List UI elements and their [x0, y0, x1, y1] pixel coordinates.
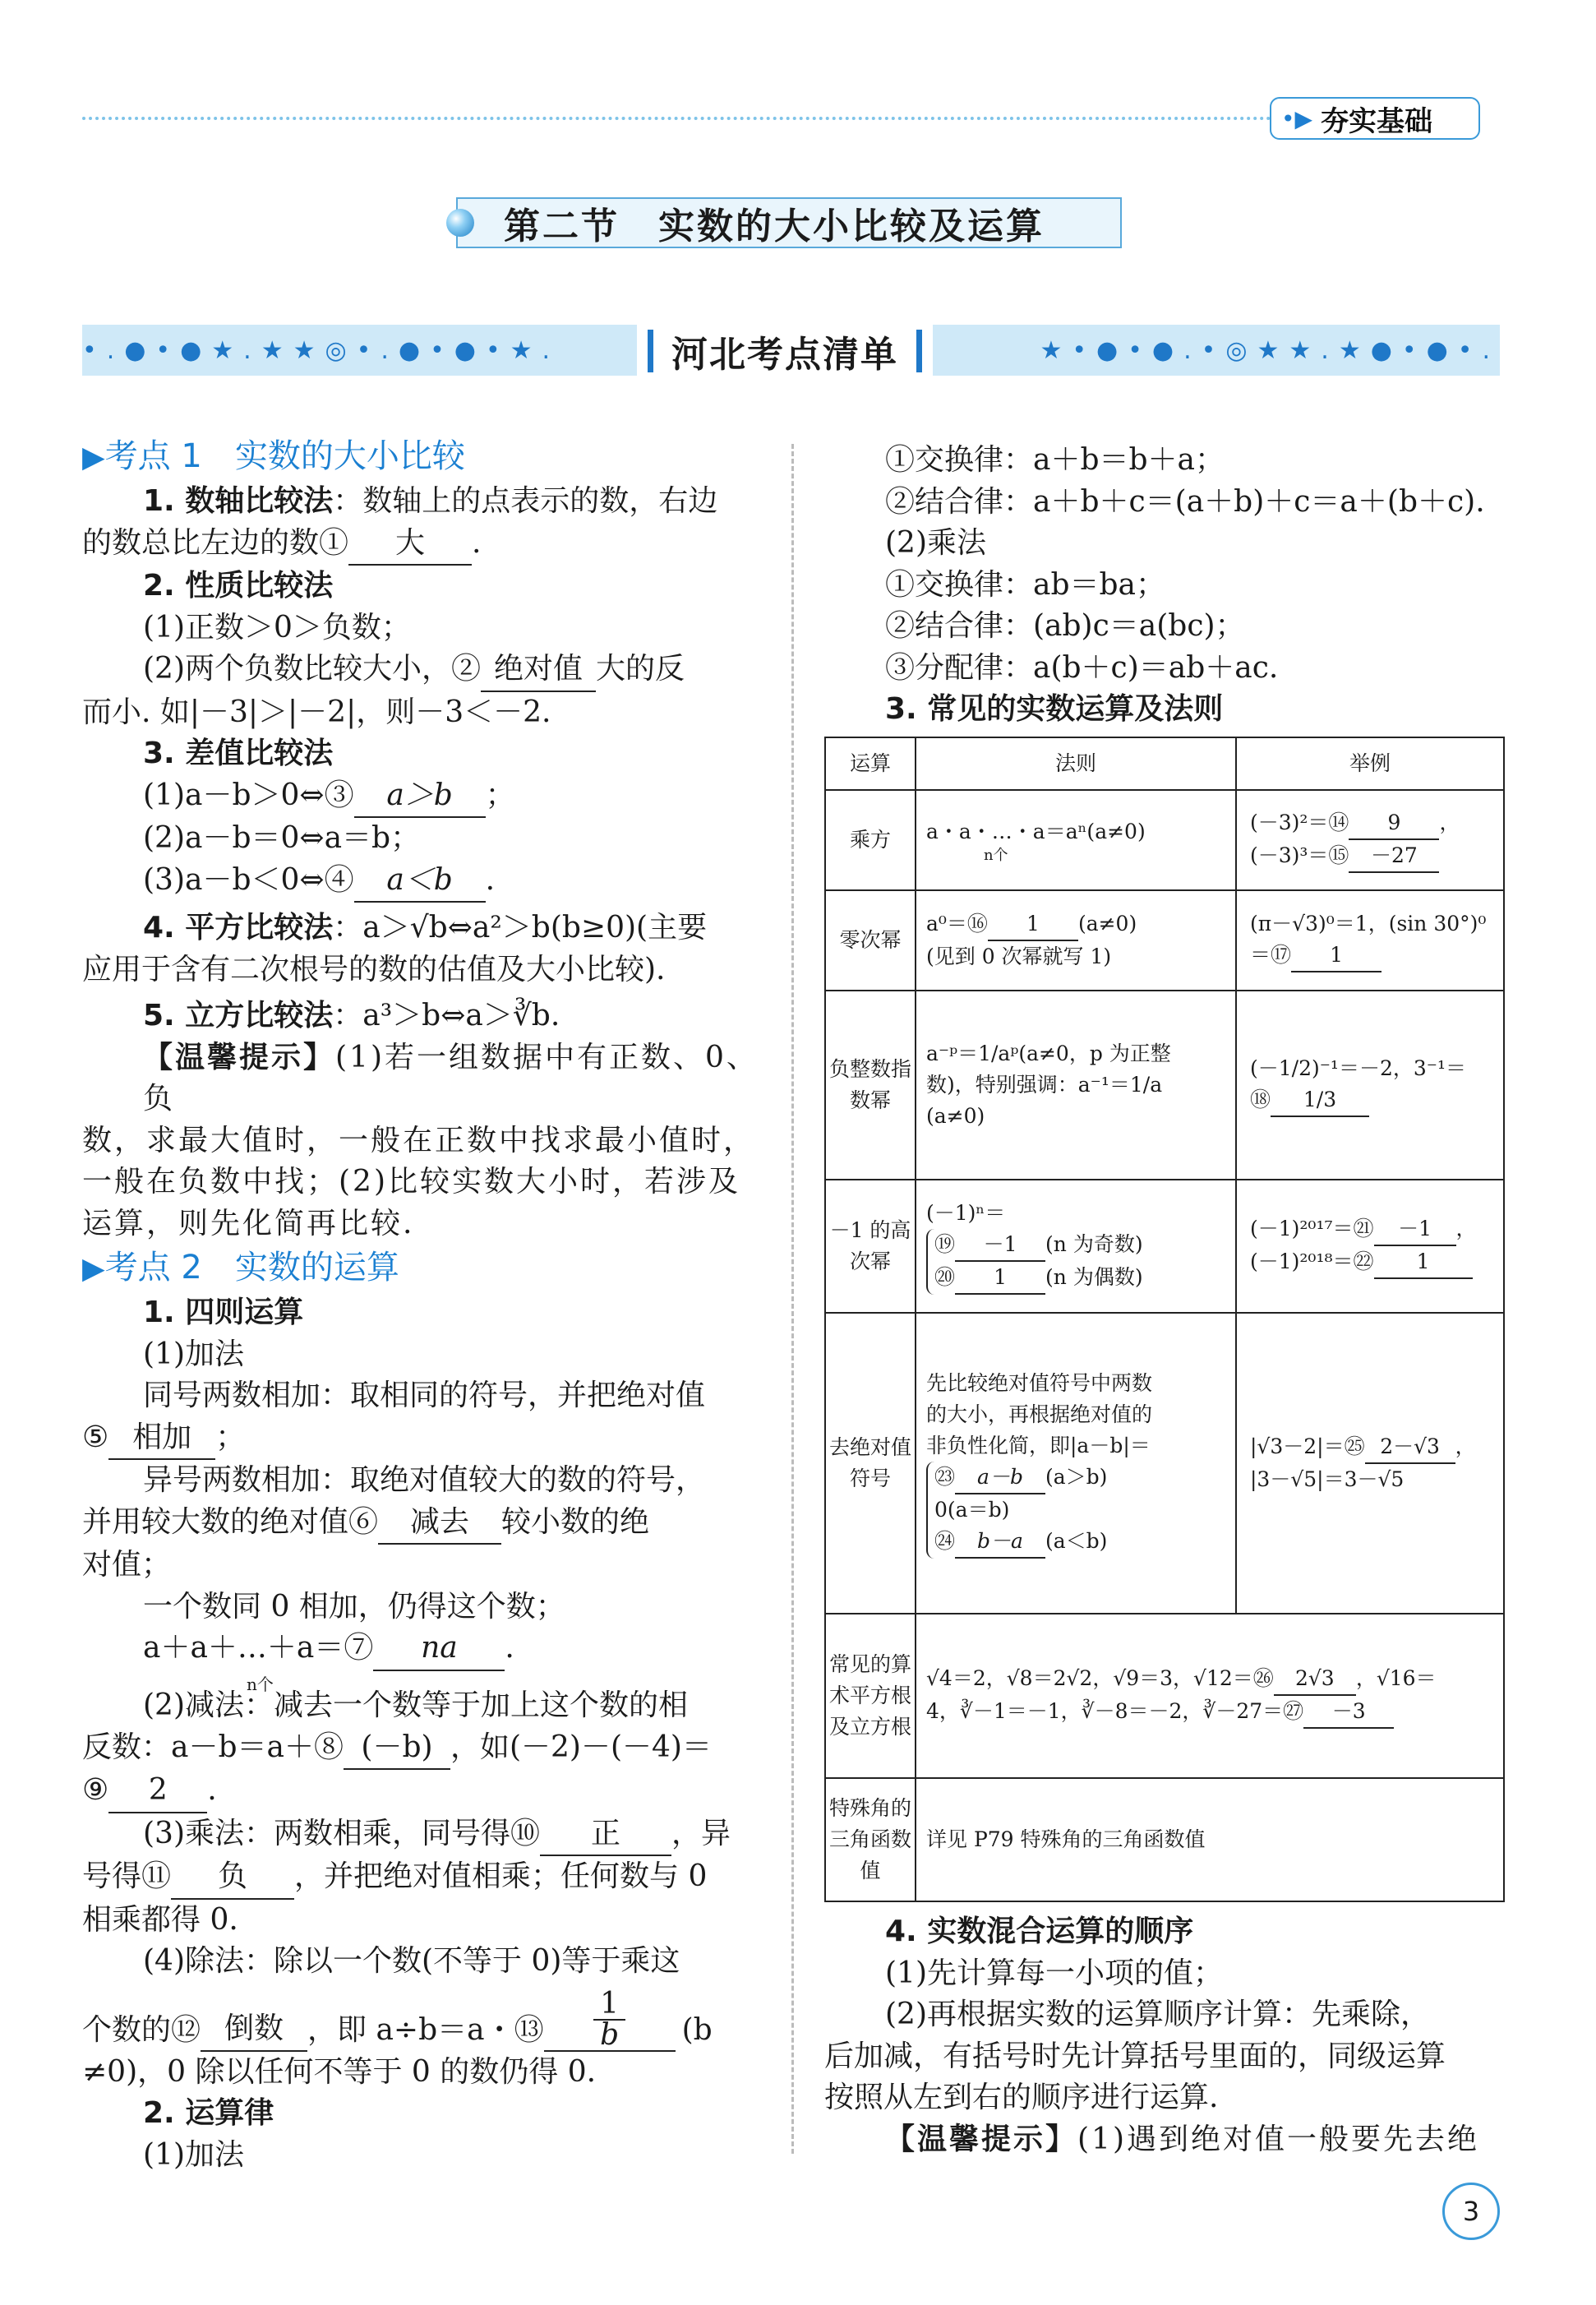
k1-title: ▶考点 1 实数的大小比较 [82, 437, 465, 475]
table-cell-name: 特殊角的三角函数值 [825, 1778, 916, 1901]
page-number: 3 [1442, 2183, 1500, 2240]
answer-10: 正 [540, 1813, 671, 1857]
table-cell-name: 常见的算术平方根及立方根 [825, 1614, 916, 1778]
tip-label: 【温馨提示】 [143, 1040, 336, 1074]
answer-15: －27 [1349, 840, 1439, 873]
band-bar-right [916, 330, 922, 372]
k2-add-4: a＋a＋…＋a＝⑦ [143, 1631, 374, 1665]
k2-add-1b: ⑤ [82, 1420, 109, 1454]
k1-l3-3: (3)a－b＜0⇔④ [143, 862, 354, 897]
table-header-row [825, 737, 1504, 790]
answer-11: 负 [171, 1856, 294, 1900]
rule-text: (a≠0) [926, 1104, 985, 1128]
band-left-deco: •.●•●★.★★◎•.●•●•★. [82, 325, 637, 376]
table-row [825, 1778, 1504, 1901]
k2-div-1: (4)除法：除以一个数(不等于 0)等于乘这 [143, 1944, 680, 1978]
table-cell-example [1236, 890, 1504, 991]
k2-add-1: 同号两数相加：取相同的符号，并把绝对值 [143, 1379, 706, 1412]
answer-24: b－a [955, 1526, 1045, 1559]
rule-n: n个 [984, 847, 1008, 864]
rule-text: (a＞b) [1045, 1465, 1108, 1489]
answer-20: 1 [955, 1262, 1045, 1295]
chevron-right-icon: •▶ [1281, 104, 1313, 132]
answer-13-den: b [600, 2017, 620, 2052]
k2-2: 2. 运算律 [143, 2096, 274, 2130]
ex-text: ，√16＝ [1355, 1666, 1437, 1690]
k2-mul-1b: ，异 [671, 1816, 731, 1850]
rule-text: ⑳ [934, 1265, 956, 1289]
section-title-box [456, 197, 1122, 248]
left-column: ▶考点 1 实数的大小比较 1. 数轴比较法：数轴上的点表示的数，右边 的数总比左边的数① 大 . 2. 性质比较法 (1)正数＞0＞负数； (2)两个负数比较大小，② 绝对值 大的反 而小. 如|－3|＞|－2|，则－3＜－2. 3. 差值比较法 (1)a－b＞0⇔③ a＞b ； (2)a－b＝0⇔a＝b； (3)a－b＜0⇔④ a＜b . 4. 平方比较法：a＞√b⇔a²＞b(b≥0)(主要 应用于含有二次根号的数的估值及大小比较). 5. 立方比较法：a³＞b⇔a＞∛b. 【温馨提示】(1)若一组数据中有正数、0、负 数，求最大值时，一般在正数中找求最小值时， 一般在负数中找；(2)比较实数大小时，若涉及 运算，则先化简再比较. ▶考点 2 实数的运算 1. 四则运算 (1)加法 同号两数相加：取相同的符号，并把绝对值 ⑤ 相加 ； 异号两数相加：取绝对值较大的数的符号， 并用较大数的绝对值⑥ 减去 较小数的绝 对值； 一个数同 0 相加，仍得这个数； a＋a＋…＋a＝⑦ na . n个 (2)减法：减去一个数等于加上这个数的相 反数：a－b＝a＋⑧ (－b) ，如(－2)－(－4)＝ ⑨ 2 . (3)乘法：两数相乘，同号得⑩ 正 ，异 号得⑪ 负 ，并把绝对值相乘；任何数与 0 相乘都得 0. (4)除法：除以一个数(不等于 0)等于乘这 个数的⑫ 倒数 ，即 a÷b＝a・⑬ $\frac{1}{b}$ (b ≠0)，0 除以任何不等于 0 的数仍得 0. 2. 运算律 (1)加法 [82, 433, 760, 2176]
ex-text: ⑱ [1250, 1088, 1271, 1111]
ex-text: (－1)²⁰¹⁷＝㉑ [1250, 1217, 1374, 1240]
table-cell-name: 零次幂 [825, 890, 916, 991]
rule-text: (见到 0 次幂就写 1) [926, 945, 1112, 968]
answer-12: 倒数 [201, 2008, 307, 2052]
answer-13 [544, 1986, 676, 2052]
band-title: 河北考点清单 [671, 334, 898, 376]
table-cell-example: (－3)²＝⑭ 9 ， (－3)³＝⑮ －27 [1236, 790, 1504, 890]
answer-9: 2 [108, 1770, 207, 1813]
r11: 后加减，有括号时先计算括号里面的，同级运算 [824, 2039, 1446, 2073]
table-cell-merged [916, 1614, 1504, 1778]
table-cell-rule [916, 1180, 1236, 1313]
table-cell-name: －1 的高次幂 [825, 1180, 916, 1313]
r7: 3. 常见的实数运算及法则 [885, 692, 1224, 726]
ex-text: (－3)³＝⑮ [1250, 843, 1349, 867]
k2-1: 1. 四则运算 [143, 1296, 304, 1329]
answer-2: 绝对值 [481, 649, 596, 692]
k1-l1-text2: 的数总比左边的数① [82, 525, 349, 560]
k2-add-4-n: n个 [247, 1674, 274, 1694]
answer-27: －3 [1303, 1696, 1394, 1729]
r10: (2)再根据实数的运算顺序计算：先乘除， [885, 1998, 1430, 2031]
k2-add: (1)加法 [143, 1337, 244, 1371]
k2-add-2c: 较小数的绝 [501, 1504, 650, 1539]
answer-17: 1 [1291, 940, 1382, 972]
band-bar-left [648, 330, 653, 372]
table-cell-name: 乘方 [825, 790, 916, 890]
ex-text: 4，∛－1＝－1，∛－8＝－2，∛－27＝㉗ [926, 1699, 1304, 1723]
k2-mul-3: 相乘都得 0. [82, 1902, 238, 1937]
table-cell-example: (－1)²⁰¹⁷＝㉑ －1 ， (－1)²⁰¹⁸＝㉒ 1 [1236, 1180, 1504, 1313]
k2-div-3: ≠0)，0 除以任何不等于 0 的数仍得 0. [82, 2054, 597, 2089]
k2-mul-2b: ，并把绝对值相乘；任何数与 0 [294, 1859, 708, 1893]
rule-text: (a≠0) [1077, 912, 1137, 935]
k2-add-2b: 并用较大数的绝对值⑥ [82, 1504, 379, 1539]
table-cell-name: 去绝对值符号 [825, 1313, 916, 1614]
k1-l2-head: 2. 性质比较法 [143, 569, 334, 603]
rule-text: 先比较绝对值符号中两数 [926, 1371, 1153, 1395]
table-row [825, 1313, 1504, 1614]
answer-26: 2√3 [1274, 1663, 1356, 1696]
k2-mul-1: (3)乘法：两数相乘，同号得⑩ [143, 1816, 540, 1850]
k2-sub-2b: ，如(－2)－(－4)＝ [450, 1730, 712, 1764]
rule-text: ⑲ [934, 1232, 956, 1256]
k1-l2-3: 而小. 如|－3|＞|－2|，则－3＜－2. [82, 695, 551, 729]
table-row [825, 890, 1504, 991]
table-header-cell: 举例 [1236, 737, 1504, 790]
r5: ②结合律：(ab)c＝a(bc)； [885, 609, 1245, 643]
tip-4: 运算，则先化简再比较. [82, 1206, 415, 1240]
rule-text: (n 为偶数) [1045, 1265, 1143, 1289]
rule-text: 非负性化简，即|a－b|＝ [926, 1434, 1151, 1457]
answer-1: 大 [348, 523, 472, 566]
r9: (1)先计算每一小项的值； [885, 1956, 1223, 1990]
triangle-right-icon: ▶ [82, 1252, 105, 1286]
right-column-bottom [824, 1911, 1506, 2160]
band-right-deco: ★•●•●.•◎★★.★●•●•. [933, 325, 1500, 376]
table-row [825, 1614, 1504, 1778]
k2-sub-1: (2)减法：减去一个数等于加上这个数的相 [143, 1688, 688, 1722]
ex-text: ＝⑰ [1250, 943, 1292, 967]
tip-1: (1)若一组数据中有正数、0、负 [143, 1040, 759, 1116]
tip-3: 一般在负数中找；(2)比较实数大小时，若涉及 [82, 1165, 740, 1199]
ex-text: (π－√3)⁰＝1，(sin 30°)⁰ [1250, 912, 1487, 935]
r2: ②结合律：a＋b＋c＝(a＋b)＋c＝a＋(b＋c). [885, 484, 1485, 519]
table-row [825, 991, 1504, 1180]
answer-6: 减去 [378, 1502, 501, 1545]
rule-text: 的大小，再根据绝对值的 [926, 1402, 1153, 1426]
k2-mul-2: 号得⑪ [82, 1859, 172, 1893]
answer-23: a－b [955, 1462, 1045, 1494]
ex-text: |√3－2|＝㉕ [1250, 1434, 1365, 1458]
rule-text: a⁰＝⑯ [926, 912, 988, 935]
answer-16: 1 [988, 908, 1078, 941]
r12: 按照从左到右的顺序进行运算. [824, 2081, 1219, 2114]
ex-text: (－1)²⁰¹⁸＝㉒ [1250, 1250, 1374, 1273]
table-row [825, 790, 1504, 890]
answer-22: 1 [1374, 1246, 1473, 1279]
answer-19: －1 [955, 1229, 1045, 1262]
k2-sub-3: ⑨ [82, 1773, 109, 1807]
k2-add-3: 一个数同 0 相加，仍得这个数； [143, 1589, 565, 1624]
operations-table [824, 737, 1505, 1902]
rule-text: 数)，特别强调：a⁻¹＝1/a [926, 1073, 1163, 1097]
k1-l4-text2: 应用于含有二次根号的数的估值及大小比较). [82, 952, 666, 986]
column-divider [791, 444, 794, 2154]
answer-25: 2－√3 [1365, 1431, 1455, 1464]
triangle-right-icon: ▶ [82, 441, 105, 474]
k2-add-2: 异号两数相加：取绝对值较大的数的符号， [143, 1463, 706, 1497]
k2-sub-2: 反数：a－b＝a＋⑧ [82, 1730, 344, 1764]
k1-l5-text: ：a³＞b⇔a＞∛b. [333, 999, 560, 1032]
header-tab-label: 夯实基础 [1321, 104, 1433, 138]
table-cell-rule [916, 790, 1236, 890]
r1: ①交换律：a＋b＝b＋a； [885, 443, 1225, 477]
answer-18: 1/3 [1271, 1084, 1369, 1117]
r13: (1)遇到绝对值一般要先去绝 [1077, 2122, 1480, 2156]
table-row [825, 1180, 1504, 1313]
table-cell-rule [916, 991, 1236, 1180]
answer-7: na [373, 1628, 505, 1671]
k1-l2-2: (2)两个负数比较大小，② [143, 652, 481, 686]
ex-text: (－1/2)⁻¹＝－2，3⁻¹＝ [1250, 1056, 1466, 1080]
rule-text: ㉔ [934, 1529, 956, 1553]
rule-text: (n 为奇数) [1045, 1232, 1143, 1256]
k1-l3-head: 3. 差值比较法 [143, 737, 334, 770]
k1-l4-head: 4. 平方比较法 [143, 911, 334, 945]
k1-l3-2: (2)a－b＝0⇔a＝b； [143, 821, 421, 855]
r4: ①交换律：ab＝ba； [885, 567, 1166, 602]
table-cell-rule [916, 1313, 1236, 1614]
answer-4: a＜b [354, 860, 486, 903]
ex-text: √4＝2，√8＝2√2，√9＝3，√12＝㉖ [926, 1666, 1274, 1690]
answer-14: 9 [1349, 807, 1439, 840]
k1-l1-text: ：数轴上的点表示的数，右边 [333, 484, 718, 518]
bullet-ball-icon [446, 209, 474, 237]
answer-5: 相加 [108, 1417, 215, 1461]
rule-text: (－1)ⁿ＝ [926, 1201, 1006, 1225]
k1-l3-1: (1)a－b＞0⇔③ [143, 778, 354, 812]
k1-l1-head: 1. 数轴比较法 [143, 484, 334, 518]
rule-text: a⁻ᵖ＝1/aᵖ(a≠0，p 为正整 [926, 1042, 1171, 1065]
k1-l4-text: ：a＞√b⇔a²＞b(b≥0)(主要 [333, 911, 708, 945]
answer-8: (－b) [344, 1727, 450, 1771]
table-cell-rule [916, 890, 1236, 991]
header-tab [1270, 97, 1480, 140]
section-title: 第二节 实数的大小比较及运算 [504, 206, 1045, 247]
rule-text: ㉓ [934, 1465, 956, 1489]
table-cell-name: 负整数指数幂 [825, 991, 916, 1180]
r6: ③分配律：a(b＋c)＝ab＋ac. [885, 650, 1279, 685]
k1-l2-1: (1)正数＞0＞负数； [143, 610, 411, 644]
rule-text: (a＜b) [1045, 1529, 1108, 1553]
rule-text: 0(a＝b) [934, 1498, 1010, 1522]
right-column [824, 440, 1506, 731]
r13-label: 【温馨提示】 [885, 2122, 1078, 2156]
k2-div-2: 个数的⑫ [82, 2013, 201, 2047]
ex-text: |3－√5|＝3－√5 [1250, 1467, 1405, 1491]
answer-13-num: 1 [593, 1989, 625, 2021]
k2-div-2c: (b [681, 2013, 713, 2047]
k2-2-add: (1)加法 [143, 2137, 244, 2172]
k2-add-2d: 对值； [82, 1548, 172, 1582]
ex-text: (－3)²＝⑭ [1250, 811, 1349, 834]
k2-div-2b: ，即 a÷b＝a・⑬ [307, 2013, 544, 2047]
answer-21: －1 [1374, 1213, 1456, 1246]
table-cell-merged: 详见 P79 特殊角的三角函数值 [916, 1778, 1504, 1901]
table-cell-example: |√3－2|＝㉕ 2－√3 ， |3－√5|＝3－√5 [1236, 1313, 1504, 1614]
header-dotted-rule [82, 117, 1278, 120]
k2-title: ▶考点 2 实数的运算 [82, 1249, 399, 1286]
table-cell-example [1236, 991, 1504, 1180]
band-title-box [637, 322, 933, 380]
r3: (2)乘法 [885, 526, 986, 560]
k1-l2-2b: 大的反 [596, 652, 685, 686]
table-header-cell: 运算 [825, 737, 916, 790]
k1-l5-head: 5. 立方比较法 [143, 999, 334, 1032]
tip-2: 数，求最大值时，一般在正数中找求最小值时， [82, 1123, 756, 1157]
rule-text: a・a・…・a＝aⁿ(a≠0) [926, 820, 1146, 843]
r8: 4. 实数混合运算的顺序 [885, 1915, 1194, 1948]
table-header-cell: 法则 [916, 737, 1236, 790]
answer-3: a＞b [354, 775, 486, 819]
